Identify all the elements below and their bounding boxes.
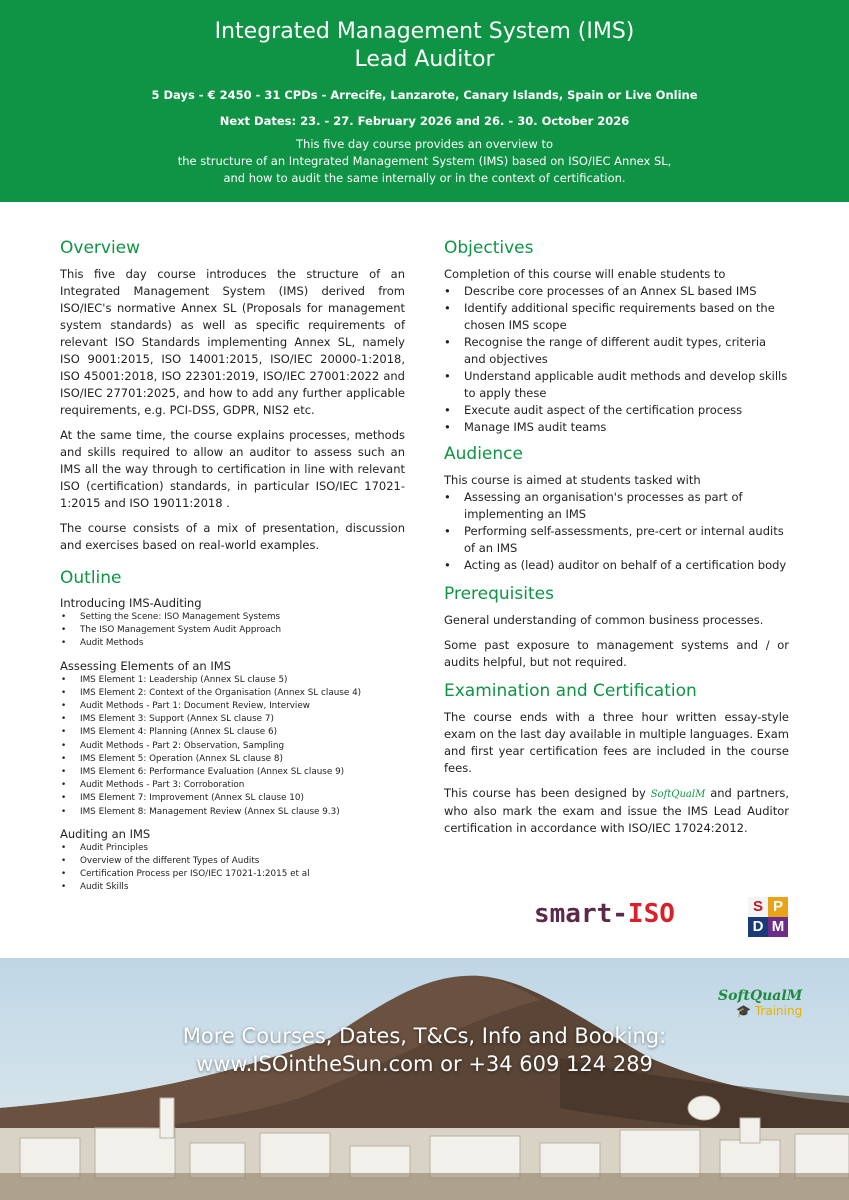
booking-cta: [0, 1022, 849, 1078]
left-column: [60, 238, 405, 903]
overview-paragraph-3: The course consists of a mix of presentation, discussion and exercises based on real-world examples.: [60, 521, 405, 552]
next-dates: Next Dates: 23. - 27. February 2026 and 26. - 30. October 2026: [219, 114, 630, 128]
outline-group-list: [60, 674, 405, 819]
outline-groups: [60, 596, 405, 895]
outline-item: • Audit Skills: [60, 881, 405, 894]
right-column: [444, 238, 789, 845]
objective-item: • Identify additional specific requirements based on the chosen IMS scope: [444, 300, 789, 334]
title-line-1: Integrated Management System (IMS): [214, 19, 635, 44]
intro-line-1: This five day course provides an overview to: [296, 137, 553, 151]
outline-group-title: Introducing IMS-Auditing: [60, 596, 202, 610]
header-banner: [0, 0, 849, 202]
spdm-d: D: [748, 917, 768, 937]
objective-item: • Understand applicable audit methods and develop skills to apply these: [444, 368, 789, 402]
cta-line-1: More Courses, Dates, T&Cs, Info and Booking:: [182, 1024, 667, 1048]
exam-paragraph-1: The course ends with a three hour written essay-style exam on the last day available in multiple languages. Exam and first year certification fees are included in the course fees.: [444, 710, 789, 775]
objective-item: • Manage IMS audit teams: [444, 419, 789, 436]
outline-item: • Audit Principles: [60, 842, 405, 855]
overview-paragraph-1: This five day course introduces the structure of an Integrated Management System (IMS) derived from ISO/IEC's normative Annex SL (Proposals for management system standards) as well as specific requirements of relevant ISO Standards implementing Annex SL, namely ISO 9001:2015, ISO 14001:2015, ISO/IEC 20000-1:2018, ISO 45001:2018, ISO 22301:2019, ISO/IEC 27001:2022 and ISO/IEC 27701:2025, and how to add any further applicable requirements, e.g. PCI-DSS, GDPR, NIS2 etc.: [60, 267, 405, 417]
course-meta: 5 Days - € 2450 - 31 CPDs - Arrecife, Lanzarote, Canary Islands, Spain or Live Online: [151, 88, 698, 102]
softqualm-brand: SoftQualM: [718, 988, 803, 1004]
audience-item: • Acting as (lead) auditor on behalf of a certification body: [444, 557, 789, 574]
audience-item: • Performing self-assessments, pre-cert or internal audits of an IMS: [444, 523, 789, 557]
outline-item: • Audit Methods - Part 3: Corroboration: [60, 779, 405, 792]
partner-logos: [534, 897, 794, 939]
smart-iso-logo: [534, 899, 675, 929]
outline-group-list: [60, 611, 405, 651]
audience-item: • Assessing an organisation's processes as part of implementing an IMS: [444, 489, 789, 523]
exam-p2-before: This course has been designed by: [444, 786, 646, 800]
prerequisites-heading: Prerequisites: [444, 584, 554, 604]
prerequisites-paragraph-2: Some past exposure to management systems and / or audits helpful, but not required.: [444, 638, 789, 669]
training-label: [718, 1004, 802, 1018]
title-line-2: Lead Auditor: [354, 47, 495, 72]
outline-item: • Audit Methods - Part 1: Document Review, Interview: [60, 700, 405, 713]
training-text: Training: [754, 1004, 803, 1018]
outline-item: • IMS Element 8: Management Review (Annex SL clause 9.3): [60, 806, 405, 819]
exam-paragraph-2: [444, 785, 789, 837]
audience-intro: This course is aimed at students tasked with: [444, 473, 701, 487]
outline-group-title: Assessing Elements of an IMS: [60, 658, 231, 673]
objectives-heading: Objectives: [444, 238, 534, 258]
graduation-cap-icon: 🎓: [736, 1004, 752, 1018]
booking-link[interactable]: www.ISOintheSun.com or +34 609 124 289: [196, 1052, 653, 1076]
outline-item: • IMS Element 6: Performance Evaluation (Annex SL clause 9): [60, 766, 405, 779]
objective-item: • Describe core processes of an Annex SL based IMS: [444, 283, 789, 300]
smart-iso-iso-text: ISO: [627, 899, 675, 929]
objectives-list: [444, 283, 789, 436]
overview-heading: Overview: [60, 238, 141, 258]
spdm-p: P: [768, 897, 788, 917]
outline-item: • Overview of the different Types of Audits: [60, 855, 405, 868]
outline-item: • Audit Methods: [60, 637, 405, 650]
spdm-m: M: [768, 917, 788, 937]
outline-item: • IMS Element 1: Leadership (Annex SL clause 5): [60, 674, 405, 687]
spdm-s: S: [748, 897, 768, 917]
spdm-logo: [748, 897, 788, 937]
outline-item: • The ISO Management System Audit Approach: [60, 624, 405, 637]
outline-item: • Certification Process per ISO/IEC 17021-1:2015 et al: [60, 868, 405, 881]
outline-item: • IMS Element 4: Planning (Annex SL clause 6): [60, 726, 405, 739]
exam-p2-after: and partners, who also mark the exam and issue the IMS Lead Auditor certification in accordance with ISO/IEC 17024:2012.: [444, 786, 789, 835]
objective-item: • Recognise the range of different audit types, criteria and objectives: [444, 334, 789, 368]
footer-banner: [0, 958, 849, 1200]
outline-item: • IMS Element 7: Improvement (Annex SL clause 10): [60, 792, 405, 805]
outline-group-title: Auditing an IMS: [60, 826, 151, 841]
softqualm-inline-logo: SoftQualM: [650, 789, 706, 800]
outline-item: • Setting the Scene: ISO Management Systems: [60, 611, 405, 624]
audience-heading: Audience: [444, 444, 523, 464]
outline-heading: Outline: [60, 568, 122, 588]
course-title: [0, 0, 849, 74]
intro-line-2: the structure of an Integrated Management System (IMS) based on ISO/IEC Annex SL,: [177, 154, 672, 168]
course-intro: [0, 136, 849, 187]
overview-paragraph-2: At the same time, the course explains processes, methods and skills required to allow an auditor to assess such an IMS all the way through to certification in line with relevant ISO (certification) standards, in particular ISO/IEC 17021-1:2015 and ISO 19011:2018 .: [60, 428, 405, 510]
outline-item: • IMS Element 5: Operation (Annex SL clause 8): [60, 753, 405, 766]
smart-iso-text: smart-: [534, 899, 628, 929]
softqualm-training-logo: [718, 988, 802, 1018]
objective-item: • Execute audit aspect of the certification process: [444, 402, 789, 419]
outline-item: • IMS Element 3: Support (Annex SL clause 7): [60, 713, 405, 726]
outline-item: • Audit Methods - Part 2: Observation, Sampling: [60, 740, 405, 753]
outline-item: • IMS Element 2: Context of the Organisation (Annex SL clause 4): [60, 687, 405, 700]
audience-list: [444, 489, 789, 574]
exam-heading: Examination and Certification: [444, 681, 697, 701]
intro-line-3: and how to audit the same internally or in the context of certification.: [223, 171, 626, 185]
outline-group-list: [60, 842, 405, 895]
prerequisites-paragraph-1: General understanding of common business processes.: [444, 613, 764, 627]
objectives-intro: Completion of this course will enable students to: [444, 267, 726, 281]
